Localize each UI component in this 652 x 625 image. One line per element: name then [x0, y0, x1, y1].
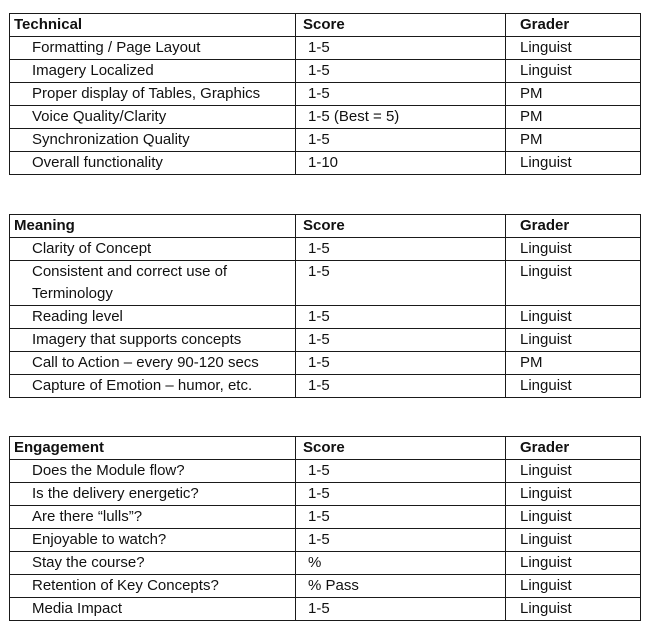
criterion-cell: Overall functionality [10, 152, 296, 175]
grader-cell: Linguist [506, 529, 641, 552]
score-column-heading: Score [296, 14, 506, 37]
grader-cell: Linguist [506, 329, 641, 352]
technical-table [9, 13, 641, 175]
grader-cell: PM [506, 129, 641, 152]
score-cell: % Pass [296, 575, 506, 598]
grader-cell: Linguist [506, 60, 641, 83]
criterion-cell: Synchronization Quality [10, 129, 296, 152]
table-row [10, 598, 641, 621]
score-cell: 1-10 [296, 152, 506, 175]
score-cell: 1-5 [296, 529, 506, 552]
criterion-cell: Retention of Key Concepts? [10, 575, 296, 598]
criterion-cell: Consistent and correct use of Terminology [10, 261, 296, 306]
criterion-cell: Is the delivery energetic? [10, 483, 296, 506]
table-row [10, 460, 641, 483]
criterion-cell: Clarity of Concept [10, 238, 296, 261]
grader-cell: Linguist [506, 483, 641, 506]
table-row [10, 106, 641, 129]
grader-cell: Linguist [506, 306, 641, 329]
grader-cell: Linguist [506, 261, 641, 306]
score-cell: 1-5 [296, 329, 506, 352]
table-row [10, 306, 641, 329]
score-cell: % [296, 552, 506, 575]
criterion-cell: Stay the course? [10, 552, 296, 575]
criterion-cell: Imagery Localized [10, 60, 296, 83]
grader-cell: Linguist [506, 575, 641, 598]
criterion-cell: Voice Quality/Clarity [10, 106, 296, 129]
grader-cell: PM [506, 106, 641, 129]
score-cell: 1-5 [296, 483, 506, 506]
engagement-table [9, 436, 641, 621]
table-row [10, 152, 641, 175]
score-cell: 1-5 [296, 261, 506, 306]
criterion-cell: Enjoyable to watch? [10, 529, 296, 552]
criterion-cell: Are there “lulls”? [10, 506, 296, 529]
table-row [10, 352, 641, 375]
grader-column-heading: Grader [506, 215, 641, 238]
section-heading-meaning: Meaning [10, 215, 296, 238]
meaning-table [9, 214, 641, 398]
grader-cell: Linguist [506, 460, 641, 483]
table-row [10, 261, 641, 306]
table-row [10, 575, 641, 598]
score-cell: 1-5 [296, 375, 506, 398]
criterion-cell: Formatting / Page Layout [10, 37, 296, 60]
grader-cell: PM [506, 83, 641, 106]
score-cell: 1-5 [296, 60, 506, 83]
table-row [10, 238, 641, 261]
score-cell: 1-5 [296, 83, 506, 106]
grader-cell: Linguist [506, 375, 641, 398]
criterion-cell: Does the Module flow? [10, 460, 296, 483]
grader-cell: Linguist [506, 506, 641, 529]
score-cell: 1-5 [296, 506, 506, 529]
score-cell: 1-5 [296, 306, 506, 329]
table-header-row [10, 215, 641, 238]
table-row [10, 329, 641, 352]
table-header-row [10, 14, 641, 37]
grader-column-heading: Grader [506, 437, 641, 460]
criterion-cell: Imagery that supports concepts [10, 329, 296, 352]
score-cell: 1-5 [296, 598, 506, 621]
score-cell: 1-5 [296, 460, 506, 483]
grader-column-heading: Grader [506, 14, 641, 37]
table-row [10, 552, 641, 575]
criterion-cell: Capture of Emotion – humor, etc. [10, 375, 296, 398]
grader-cell: Linguist [506, 598, 641, 621]
table-row [10, 529, 641, 552]
criterion-cell: Media Impact [10, 598, 296, 621]
section-heading-engagement: Engagement [10, 437, 296, 460]
score-cell: 1-5 [296, 37, 506, 60]
section-heading-technical: Technical [10, 14, 296, 37]
grader-cell: Linguist [506, 152, 641, 175]
score-column-heading: Score [296, 437, 506, 460]
criterion-cell: Reading level [10, 306, 296, 329]
grader-cell: Linguist [506, 552, 641, 575]
grader-cell: Linguist [506, 37, 641, 60]
grader-cell: PM [506, 352, 641, 375]
table-row [10, 37, 641, 60]
score-cell: 1-5 [296, 238, 506, 261]
score-column-heading: Score [296, 215, 506, 238]
criterion-cell: Call to Action – every 90-120 secs [10, 352, 296, 375]
table-row [10, 506, 641, 529]
table-row [10, 60, 641, 83]
table-row [10, 83, 641, 106]
score-cell: 1-5 [296, 352, 506, 375]
grader-cell: Linguist [506, 238, 641, 261]
table-row [10, 129, 641, 152]
table-header-row [10, 437, 641, 460]
table-row [10, 483, 641, 506]
criterion-cell: Proper display of Tables, Graphics [10, 83, 296, 106]
score-cell: 1-5 (Best = 5) [296, 106, 506, 129]
table-row [10, 375, 641, 398]
score-cell: 1-5 [296, 129, 506, 152]
